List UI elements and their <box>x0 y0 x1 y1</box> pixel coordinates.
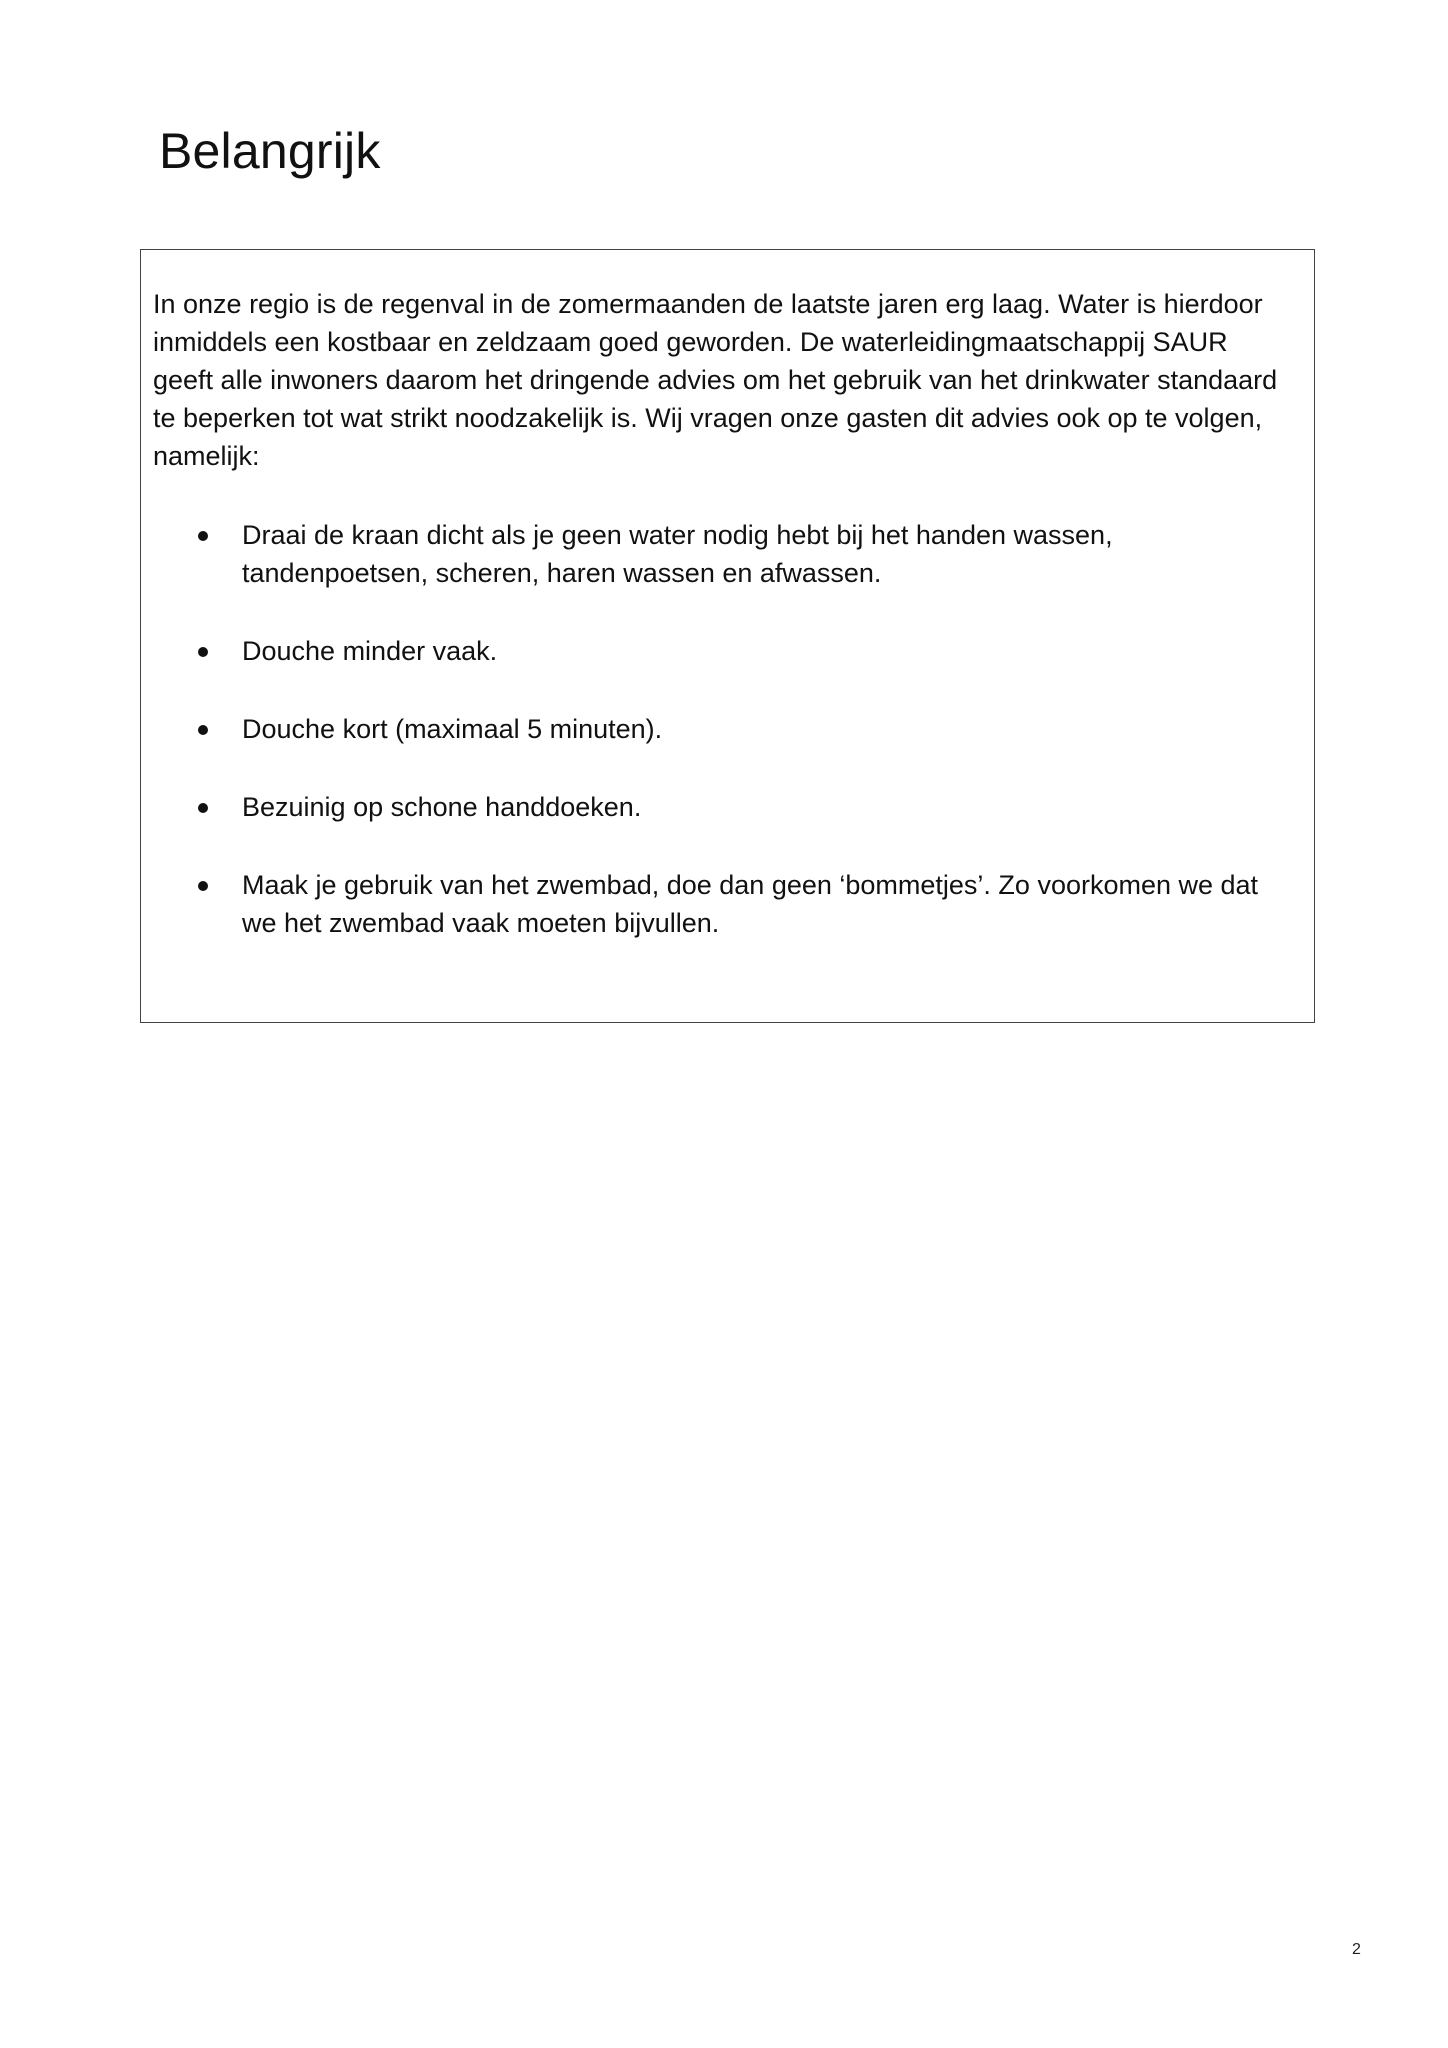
list-item-line: tandenpoetsen, scheren, haren wassen en afwassen. <box>242 558 882 588</box>
intro-line: te beperken tot wat strikt noodzakelijk is. Wij vragen onze gasten dit advies ook op te volgen, <box>153 403 1263 433</box>
page-number: 2 <box>1352 1941 1361 1958</box>
bullet-icon <box>198 531 208 541</box>
page-title: Belangrijk <box>159 123 381 179</box>
list-item <box>153 632 1308 670</box>
bullet-icon <box>198 647 208 657</box>
intro-line: geeft alle inwoners daarom het dringende advies om het gebruik van het drinkwater standaard <box>153 365 1278 395</box>
list-item-line: Douche minder vaak. <box>242 636 498 666</box>
advice-list <box>153 516 1308 982</box>
list-item <box>153 866 1308 942</box>
intro-line: inmiddels een kostbaar en zeldzaam goed geworden. De waterleidingmaatschappij SAUR <box>153 327 1228 357</box>
intro-paragraph <box>153 285 1308 475</box>
list-item <box>153 710 1308 748</box>
bullet-icon <box>198 881 208 891</box>
list-item <box>153 788 1308 826</box>
bullet-icon <box>198 725 208 735</box>
list-item-line: Bezuinig op schone handdoeken. <box>242 792 642 822</box>
list-item-line: Douche kort (maximaal 5 minuten). <box>242 714 663 744</box>
intro-line: In onze regio is de regenval in de zomermaanden de laatste jaren erg laag. Water is hierdoor <box>153 289 1263 319</box>
list-item-line: Maak je gebruik van het zwembad, doe dan geen ‘bommetjes’. Zo voorkomen we dat <box>242 870 1259 900</box>
intro-line: namelijk: <box>153 441 260 471</box>
list-item-line: we het zwembad vaak moeten bijvullen. <box>242 908 720 938</box>
bullet-icon <box>198 803 208 813</box>
list-item <box>153 516 1308 592</box>
list-item-line: Draai de kraan dicht als je geen water nodig hebt bij het handen wassen, <box>242 520 1113 550</box>
